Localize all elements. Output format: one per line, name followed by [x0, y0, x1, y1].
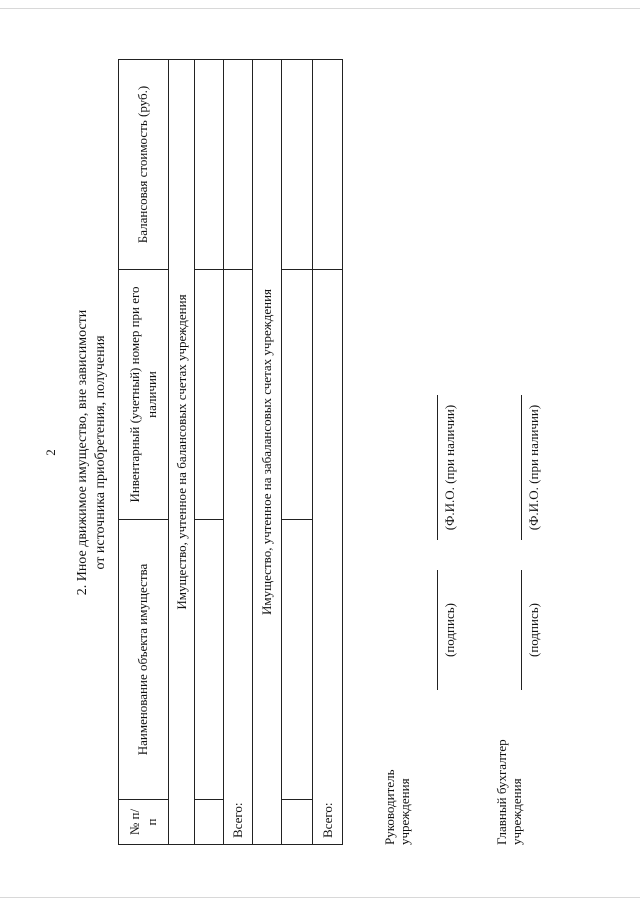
head-name-caption: (Ф.И.О. (при наличии): [442, 404, 457, 531]
section-offbalance-label: Имущество, учтенное на забалансовых счетах учреждения: [253, 60, 282, 845]
table-header-row: [119, 60, 169, 845]
section-row-balance: [169, 60, 195, 845]
accountant-name-line: [521, 395, 522, 540]
page-number: 2: [43, 449, 58, 456]
accountant-title-line-2: учреждения: [509, 778, 524, 845]
header-number: № п/п: [119, 800, 169, 845]
section-balance-label: Имущество, учтенное на балансовых счетах учреждения: [169, 60, 195, 845]
accountant-title-line-1: Главный бухгалтер: [494, 739, 509, 845]
property-table: [118, 59, 343, 845]
table-row: [195, 60, 224, 845]
table-row: [282, 60, 313, 845]
head-signature-line: [437, 570, 438, 690]
total-row-balance: [224, 60, 253, 845]
section-row-offbalance: [253, 60, 282, 845]
section-title-line-1: 2. Иное движимое имущество, вне зависимости: [75, 309, 90, 596]
header-inventory-number: Инвентарный (учетный) номер при его наличии: [119, 270, 169, 520]
total-label-balance: Всего:: [224, 270, 253, 845]
section-title-line-2: от источника приобретения, получения: [93, 335, 108, 570]
head-title-line-1: Руководитель: [382, 769, 397, 845]
total-label-offbalance: Всего:: [313, 270, 343, 845]
accountant-signature-line: [521, 570, 522, 690]
accountant-signature-caption: (подпись): [526, 603, 541, 657]
head-title-line-2: учреждения: [397, 778, 412, 845]
header-object-name: Наименование объекта имущества: [119, 520, 169, 800]
header-balance-value: Балансовая стоимость (руб.): [119, 60, 169, 270]
total-row-offbalance: [313, 60, 343, 845]
head-name-line: [437, 395, 438, 540]
head-signature-caption: (подпись): [442, 603, 457, 657]
accountant-name-caption: (Ф.И.О. (при наличии): [526, 404, 541, 531]
